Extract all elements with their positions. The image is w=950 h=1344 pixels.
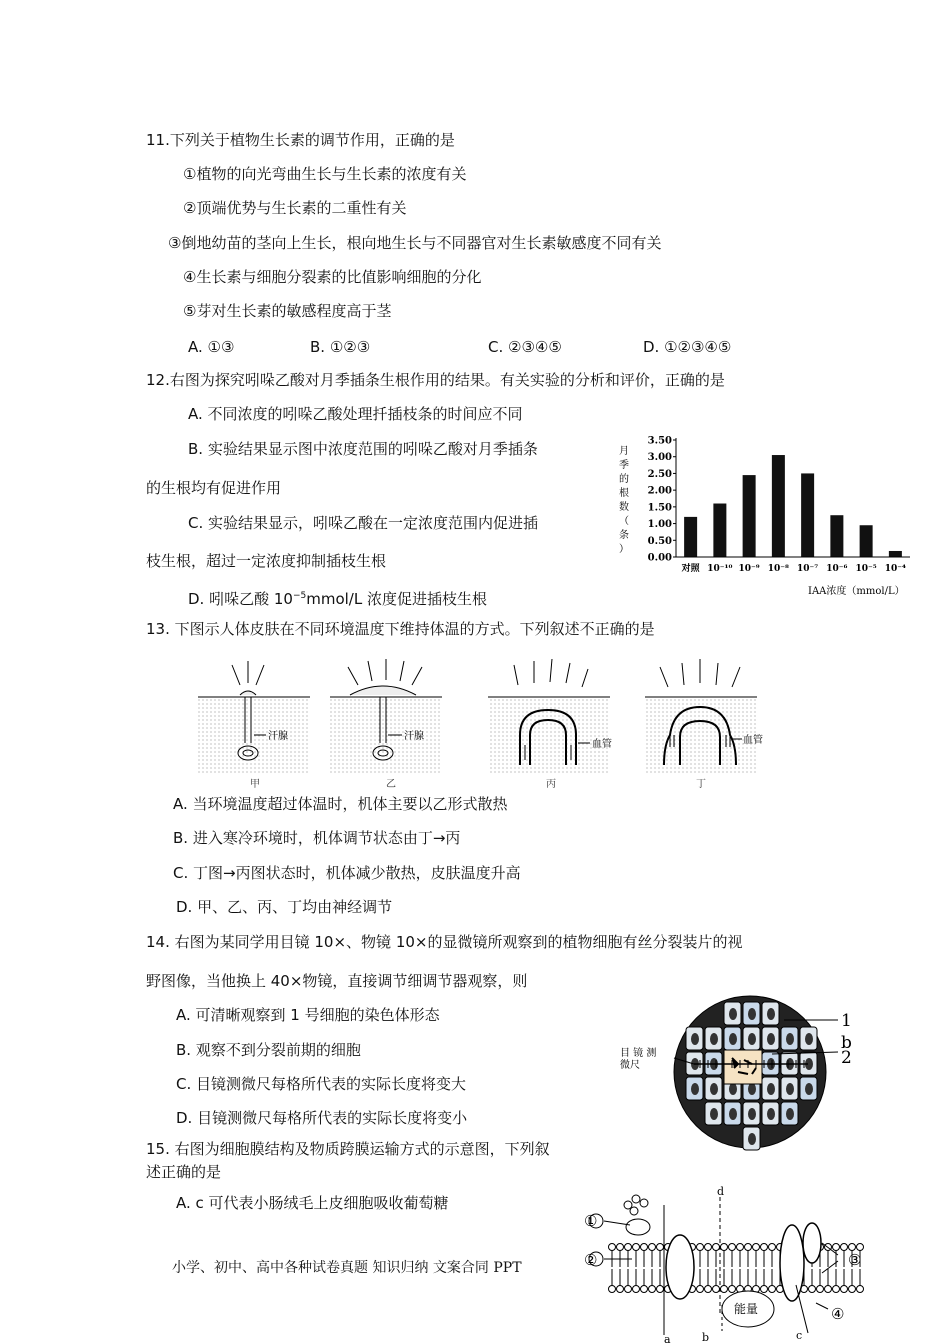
cell-nucleus bbox=[729, 1108, 737, 1120]
cell-nucleus bbox=[786, 1033, 794, 1045]
lipid-head bbox=[769, 1244, 776, 1251]
cell-nucleus bbox=[786, 1083, 794, 1095]
q15-option-a: A. c 可代表小肠绒毛上皮细胞吸收葡萄糖 bbox=[176, 1194, 449, 1212]
chart-bar-2 bbox=[743, 475, 756, 557]
skin-panel-bing bbox=[488, 659, 612, 775]
fig-label-ocular-2: 微尺 bbox=[620, 1060, 640, 1071]
q15-stem-line2: 述正确的是 bbox=[146, 1163, 222, 1181]
q11-item-4: ④生长素与细胞分裂素的比值影响细胞的分化 bbox=[183, 268, 482, 286]
cell-nucleus bbox=[767, 1033, 775, 1045]
cell-nucleus bbox=[786, 1108, 794, 1120]
mark-2: 2 bbox=[841, 1048, 852, 1068]
cell-nucleus bbox=[748, 1108, 756, 1120]
mark-circle-3: ③ bbox=[848, 1251, 862, 1269]
chart-y-tick-label: 0.00 bbox=[647, 552, 672, 564]
lipid-head bbox=[617, 1244, 624, 1251]
lipid-head bbox=[729, 1244, 736, 1251]
chart-y-tick-label: 0.50 bbox=[647, 535, 672, 547]
q12-stem: 12.右图为探究吲哚乙酸对月季插条生根作用的结果。有关实验的分析和评价，正确的是 bbox=[146, 371, 725, 389]
mark-b: b bbox=[841, 1033, 852, 1053]
q11-option-d: D. ①②③④⑤ bbox=[643, 338, 732, 356]
lipid-head bbox=[809, 1286, 816, 1293]
chart-bar-0 bbox=[684, 517, 697, 557]
chart-y-tick-label: 1.50 bbox=[647, 502, 672, 514]
lipid-head bbox=[649, 1286, 656, 1293]
q13-option-d: D. 甲、乙、丙、丁均由神经调节 bbox=[176, 898, 393, 916]
q13-option-a: A. 当环境温度超过体温时，机体主要以乙形式散热 bbox=[173, 795, 508, 813]
q12-option-b-line1: B. 实验结果显示图中浓度范围的吲哚乙酸对月季插条 bbox=[188, 440, 538, 458]
q11-item-2: ②顶端优势与生长素的二重性有关 bbox=[183, 199, 407, 217]
mark-b-arrow: b bbox=[702, 1331, 710, 1344]
lipid-head bbox=[849, 1244, 856, 1251]
cell-nucleus bbox=[710, 1108, 718, 1120]
cell-nucleus bbox=[691, 1033, 699, 1045]
microscope-field-diagram bbox=[612, 990, 862, 1152]
q14-option-a: A. 可清晰观察到 1 号细胞的染色体形态 bbox=[176, 1006, 440, 1024]
lipid-head bbox=[633, 1286, 640, 1293]
chart-bar-4 bbox=[801, 473, 814, 557]
lipid-head bbox=[713, 1286, 720, 1293]
lipid-head bbox=[841, 1244, 848, 1251]
lipid-head bbox=[841, 1286, 848, 1293]
cell-nucleus bbox=[710, 1083, 718, 1095]
lipid-head bbox=[625, 1244, 632, 1251]
lipid-head bbox=[761, 1244, 768, 1251]
q12-d-exp: −5 bbox=[292, 591, 307, 601]
lipid-head bbox=[697, 1286, 704, 1293]
lipid-head bbox=[721, 1286, 728, 1293]
lipid-head bbox=[769, 1286, 776, 1293]
chart-x-tick-label: 对照 bbox=[681, 564, 700, 574]
q14-stem-line1: 14. 右图为某同学用目镜 10×、物镜 10×的显微镜所观察到的植物细胞有丝分裂装片的视 bbox=[146, 933, 743, 951]
q11-option-a: A. ①③ bbox=[188, 338, 235, 356]
cell-nucleus bbox=[767, 1108, 775, 1120]
lipid-head bbox=[761, 1286, 768, 1293]
label-sweat-gland-jia: 汗腺 bbox=[268, 731, 288, 742]
cell-nucleus bbox=[748, 1008, 756, 1020]
lipid-head bbox=[705, 1286, 712, 1293]
q11-item-3: ③倒地幼苗的茎向上生长，根向地生长与不同器官对生长素敏感度不同有关 bbox=[168, 234, 662, 252]
caption-jia: 甲 bbox=[250, 779, 260, 790]
mark-circle-4: ④ bbox=[831, 1305, 845, 1323]
cell-nucleus bbox=[729, 1008, 737, 1020]
cell-nucleus bbox=[691, 1083, 699, 1095]
chart-y-tick-label: 3.50 bbox=[647, 435, 672, 447]
mark-energy: 能量 bbox=[734, 1302, 759, 1316]
lipid-head bbox=[649, 1244, 656, 1251]
cell-nucleus bbox=[767, 1083, 775, 1095]
chart-x-tick-label: 10⁻¹⁰ bbox=[707, 564, 733, 574]
chart-y-label-char: 条 bbox=[619, 530, 629, 541]
label-vessel-bing: 血管 bbox=[592, 739, 612, 750]
page-footer: 小学、初中、高中各种试卷真题 知识归纳 文案合同 PPT bbox=[172, 1260, 522, 1276]
mark-1: 1 bbox=[841, 1011, 852, 1031]
lipid-head bbox=[745, 1244, 752, 1251]
chart-x-tick-label: 10⁻⁸ bbox=[767, 564, 789, 574]
q14-stem-line2: 野图像，当他换上 40×物镜，直接调节细调节器观察，则 bbox=[146, 972, 528, 990]
q14-option-d: D. 目镜测微尺每格所代表的实际长度将变小 bbox=[176, 1109, 468, 1127]
label-vessel-ding: 血管 bbox=[743, 735, 763, 746]
lipid-head bbox=[633, 1244, 640, 1251]
chart-y-tick-label: 2.50 bbox=[647, 468, 672, 480]
lipid-head bbox=[753, 1244, 760, 1251]
cell-membrane-diagram bbox=[572, 1185, 882, 1344]
lipid-head bbox=[721, 1244, 728, 1251]
lipid-head bbox=[641, 1244, 648, 1251]
q12-option-c-line1: C. 实验结果显示，吲哚乙酸在一定浓度范围内促进插 bbox=[188, 514, 539, 532]
q14-option-c: C. 目镜测微尺每格所代表的实际长度将变大 bbox=[176, 1075, 467, 1093]
q11-option-c: C. ②③④⑤ bbox=[488, 338, 562, 356]
label-sweat-gland-yi: 汗腺 bbox=[404, 731, 424, 742]
iaa-bar-chart bbox=[610, 432, 920, 602]
chart-x-tick-label: 10⁻⁷ bbox=[797, 564, 819, 574]
cell-nucleus bbox=[767, 1008, 775, 1020]
lipid-head bbox=[857, 1286, 864, 1293]
chart-y-label-char: 的 bbox=[619, 474, 629, 485]
caption-ding: 丁 bbox=[696, 779, 706, 790]
skin-diagram bbox=[190, 655, 770, 790]
lipid-head bbox=[857, 1244, 864, 1251]
q12-option-d bbox=[188, 587, 487, 608]
chart-y-label-char: 根 bbox=[619, 488, 629, 499]
caption-yi: 乙 bbox=[386, 779, 396, 790]
cell-nucleus bbox=[710, 1033, 718, 1045]
cell-nucleus bbox=[748, 1033, 756, 1045]
chart-y-tick-label: 1.00 bbox=[647, 519, 672, 531]
mark-circle-1: ① bbox=[584, 1212, 598, 1230]
q12-option-a: A. 不同浓度的吲哚乙酸处理扦插枝条的时间应不同 bbox=[188, 405, 523, 423]
q12-d-pre: D. 吲哚乙酸 10 bbox=[188, 590, 293, 608]
lipid-head bbox=[657, 1244, 664, 1251]
chart-y-label-char: ） bbox=[619, 544, 629, 555]
mark-d: d bbox=[717, 1185, 725, 1198]
skin-panel-yi bbox=[330, 659, 442, 775]
chart-y-axis-label bbox=[619, 445, 629, 555]
lipid-head bbox=[697, 1244, 704, 1251]
q12-option-c-line2: 枝生根，超过一定浓度抑制插枝生根 bbox=[146, 552, 387, 570]
cell-nucleus bbox=[729, 1033, 737, 1045]
cell-nucleus bbox=[748, 1133, 756, 1145]
skin-panel-jia bbox=[198, 661, 310, 775]
chart-y-label-char: （ bbox=[619, 516, 629, 527]
chart-x-axis-label: IAA浓度（mmol/L） bbox=[808, 586, 905, 597]
chart-y-tick-label: 2.00 bbox=[647, 485, 672, 497]
q11-item-5: ⑤芽对生长素的敏感程度高于茎 bbox=[183, 302, 392, 320]
q11-option-b: B. ①②③ bbox=[310, 338, 371, 356]
lipid-head bbox=[625, 1286, 632, 1293]
cell-nucleus bbox=[805, 1033, 813, 1045]
chart-bar-3 bbox=[772, 455, 785, 557]
mark-a: a bbox=[664, 1333, 671, 1344]
chart-bar-6 bbox=[860, 525, 873, 557]
lipid-head bbox=[737, 1244, 744, 1251]
chart-y-tick-label: 3.00 bbox=[647, 452, 672, 464]
chart-y-label-char: 数 bbox=[619, 502, 629, 513]
cell-nucleus bbox=[729, 1083, 737, 1095]
q13-option-b: B. 进入寒冷环境时，机体调节状态由丁→丙 bbox=[173, 829, 461, 847]
q11-item-1: ①植物的向光弯曲生长与生长素的浓度有关 bbox=[183, 165, 467, 183]
cell-nucleus bbox=[805, 1083, 813, 1095]
lipid-head bbox=[825, 1286, 832, 1293]
chart-x-tick-label: 10⁻⁴ bbox=[884, 564, 906, 574]
chart-y-label-char: 季 bbox=[619, 460, 629, 471]
chart-x-tick-label: 10⁻⁵ bbox=[855, 564, 877, 574]
chart-bar-1 bbox=[713, 504, 726, 557]
lipid-head bbox=[713, 1244, 720, 1251]
caption-bing: 丙 bbox=[546, 779, 556, 790]
chart-x-tick-label: 10⁻⁶ bbox=[826, 564, 848, 574]
q14-option-b: B. 观察不到分裂前期的细胞 bbox=[176, 1041, 361, 1059]
lipid-head bbox=[729, 1286, 736, 1293]
mark-c: c bbox=[796, 1329, 803, 1342]
cell-nucleus bbox=[748, 1083, 756, 1095]
chart-x-tick-label: 10⁻⁹ bbox=[738, 564, 760, 574]
chart-bar-7 bbox=[889, 551, 902, 557]
q15-stem-line1: 15. 右图为细胞膜结构及物质跨膜运输方式的示意图，下列叙 bbox=[146, 1140, 550, 1158]
q13-option-c: C. 丁图→丙图状态时，机体减少散热，皮肤温度升高 bbox=[173, 864, 521, 882]
lipid-head bbox=[617, 1286, 624, 1293]
chart-y-label-char: 月 bbox=[619, 446, 629, 457]
fig-label-ocular-1: 目 镜 测 bbox=[620, 1048, 657, 1059]
lipid-head bbox=[657, 1286, 664, 1293]
chart-bar-5 bbox=[830, 515, 843, 557]
q11-stem: 11.下列关于植物生长素的调节作用，正确的是 bbox=[146, 131, 455, 149]
lipid-head bbox=[817, 1286, 824, 1293]
q12-d-post: mmol/L 浓度促进插枝生根 bbox=[306, 590, 487, 608]
q12-option-b-line2: 的生根均有促进作用 bbox=[146, 479, 282, 497]
lipid-head bbox=[705, 1244, 712, 1251]
mark-circle-2: ② bbox=[584, 1251, 598, 1269]
skin-panel-ding bbox=[645, 659, 763, 775]
lipid-head bbox=[833, 1286, 840, 1293]
lipid-head bbox=[609, 1286, 616, 1293]
lipid-head bbox=[849, 1286, 856, 1293]
lipid-head bbox=[833, 1244, 840, 1251]
q13-stem: 13. 下图示人体皮肤在不同环境温度下维持体温的方式。下列叙述不正确的是 bbox=[146, 620, 655, 638]
lipid-head bbox=[641, 1286, 648, 1293]
lipid-head bbox=[609, 1244, 616, 1251]
